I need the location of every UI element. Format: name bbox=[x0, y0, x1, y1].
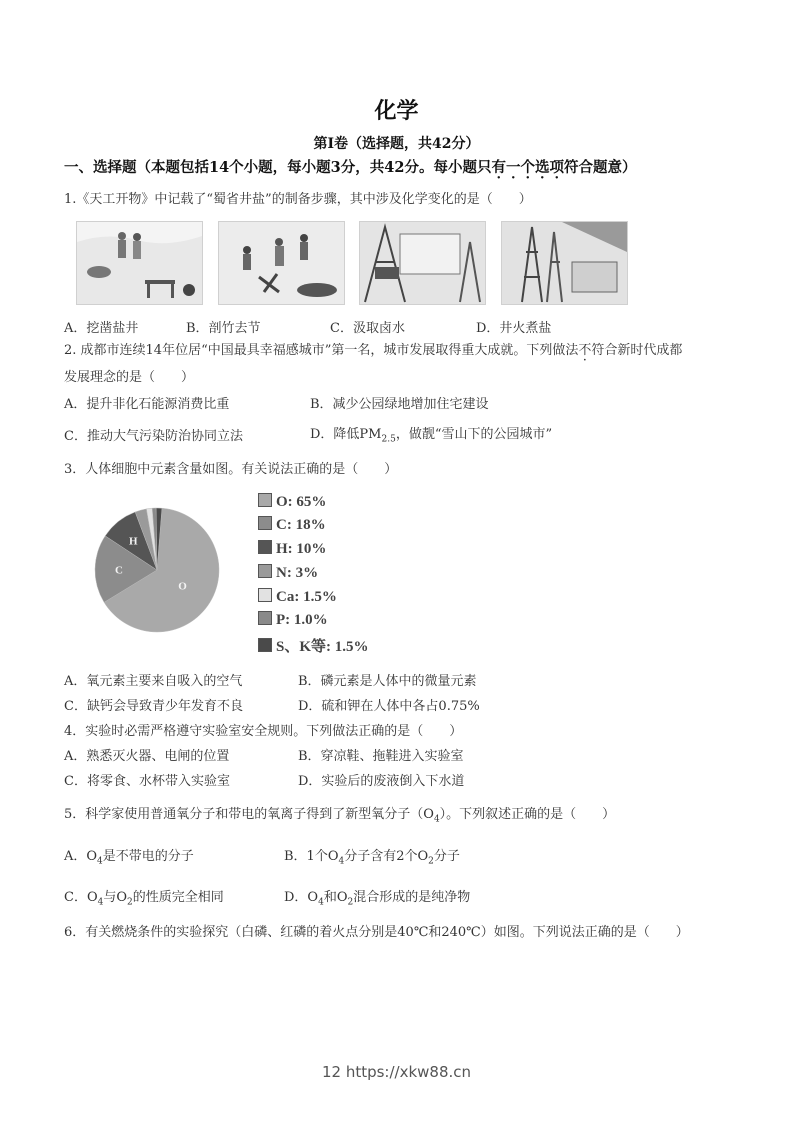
legend-swatch-icon bbox=[258, 564, 272, 578]
page-footer: 12 https://xkw88.cn bbox=[321, 1063, 472, 1081]
q4-option-c[interactable]: C．将零食、水杯带入实验室 bbox=[64, 774, 230, 789]
illustration-a bbox=[76, 221, 203, 305]
q3-option-c[interactable]: C．缺钙会导致青少年发育不良 bbox=[64, 699, 243, 714]
question-2-stem: 2. 成都市连续14年位居“中国最具幸福感城市”第一名，城市发展取得重大成就。下列做法不符合新时代成都 bbox=[64, 343, 683, 358]
question-4-stem: 4．实验时必需严格遵守实验室安全规则。下列做法正确的是（ ） bbox=[64, 724, 463, 739]
illustration-c bbox=[359, 221, 486, 305]
q3-option-b[interactable]: B．磷元素是人体中的微量元素 bbox=[298, 674, 477, 689]
legend-swatch-icon bbox=[258, 611, 272, 625]
question-6-stem: 6．有关燃烧条件的实验探究（白磷、红磷的着火点分别是40℃和240℃）如图。下列说法正确的是（ ） bbox=[64, 925, 689, 940]
bamboo-cutting-image bbox=[219, 222, 344, 304]
q4-option-b[interactable]: B．穿凉鞋、拖鞋进入实验室 bbox=[298, 749, 464, 764]
legend-swatch-icon bbox=[258, 540, 272, 554]
emphasized-text: 不 bbox=[578, 343, 592, 358]
legend-item-s-k: S、K等: 1.5% bbox=[258, 635, 369, 656]
q2-option-c[interactable]: C．推动大气污染防治协同立法 bbox=[64, 429, 243, 444]
legend-item-n: N: 3% bbox=[258, 564, 318, 582]
pie-slice-label: H bbox=[129, 535, 138, 548]
legend-item-ca: Ca: 1.5% bbox=[258, 588, 337, 606]
salt-boiling-image bbox=[502, 222, 627, 304]
legend-swatch-icon bbox=[258, 493, 272, 507]
q4-option-d[interactable]: D．实验后的废液倒入下水道 bbox=[298, 774, 465, 789]
emphasized-text: 有一个选项 bbox=[491, 159, 564, 176]
q1-option-b[interactable]: B．剖竹去节 bbox=[186, 321, 261, 336]
q2-option-a[interactable]: A．提升非化石能源消费比重 bbox=[64, 397, 230, 412]
q4-option-a[interactable]: A．熟悉灭火器、电闸的位置 bbox=[64, 749, 230, 764]
q3-option-d[interactable]: D．硫和钾在人体中各占0.75% bbox=[298, 699, 480, 714]
q2-option-b[interactable]: B．减少公园绿地增加住宅建设 bbox=[310, 397, 489, 412]
q5-option-d[interactable]: D．$O_4$和$O_2$混合形成的是纯净物 bbox=[284, 890, 471, 908]
illustration-b bbox=[218, 221, 345, 305]
salt-well-digging-image bbox=[77, 222, 202, 304]
legend-swatch-icon bbox=[258, 638, 272, 652]
legend-item-p: P: 1.0% bbox=[258, 611, 328, 629]
brine-drawing-image bbox=[360, 222, 485, 304]
legend-item-h: H: 10% bbox=[258, 540, 326, 558]
q5-option-b[interactable]: B．1个$O_4$分子含有2个$O_2$分子 bbox=[284, 849, 460, 867]
q5-option-a[interactable]: A．$O_4$是不带电的分子 bbox=[64, 849, 194, 867]
section-subtitle: 第I卷（选择题，共42分） bbox=[313, 136, 480, 152]
legend-item-o: O: 65% bbox=[258, 493, 326, 511]
pie-chart-graphic bbox=[92, 505, 222, 635]
question-5-stem: 5．科学家使用普通氧分子和带电的氧离子得到了新型氧分子$(O_4)$。下列叙述正确的是（ ） bbox=[64, 807, 616, 825]
q2-option-d[interactable]: D．降低$PM_{2.5}$，做靓“雪山下的公园城市” bbox=[310, 427, 553, 445]
q1-option-c[interactable]: C．汲取卤水 bbox=[330, 321, 405, 336]
illustration-d bbox=[501, 221, 628, 305]
question-2-stem-line2: 发展理念的是（ ） bbox=[64, 370, 195, 385]
pie-slice-label: O bbox=[178, 580, 187, 593]
q3-option-a[interactable]: A．氧元素主要来自吸入的空气 bbox=[64, 674, 243, 689]
page-title: 化学 bbox=[374, 99, 419, 124]
q1-option-a[interactable]: A．挖凿盐井 bbox=[64, 321, 139, 336]
question-1-stem: 1.《天工开物》中记载了“蜀省井盐”的制备步骤，其中涉及化学变化的是（ ） bbox=[64, 192, 532, 207]
section-heading: 一、选择题（本题包括14个小题，每小题3分，共42分。每小题只有一个选项符合题意） bbox=[64, 159, 637, 176]
legend-swatch-icon bbox=[258, 588, 272, 602]
pie-slice-label: C bbox=[115, 564, 123, 577]
element-pie-chart bbox=[92, 505, 222, 635]
question-3-stem: 3．人体细胞中元素含量如图。有关说法正确的是（ ） bbox=[64, 462, 398, 477]
q5-option-c[interactable]: C．$O_4$与$O_2$的性质完全相同 bbox=[64, 890, 224, 908]
legend-swatch-icon bbox=[258, 516, 272, 530]
legend-item-c: C: 18% bbox=[258, 516, 326, 534]
q1-option-d[interactable]: D．井火煮盐 bbox=[476, 321, 552, 336]
